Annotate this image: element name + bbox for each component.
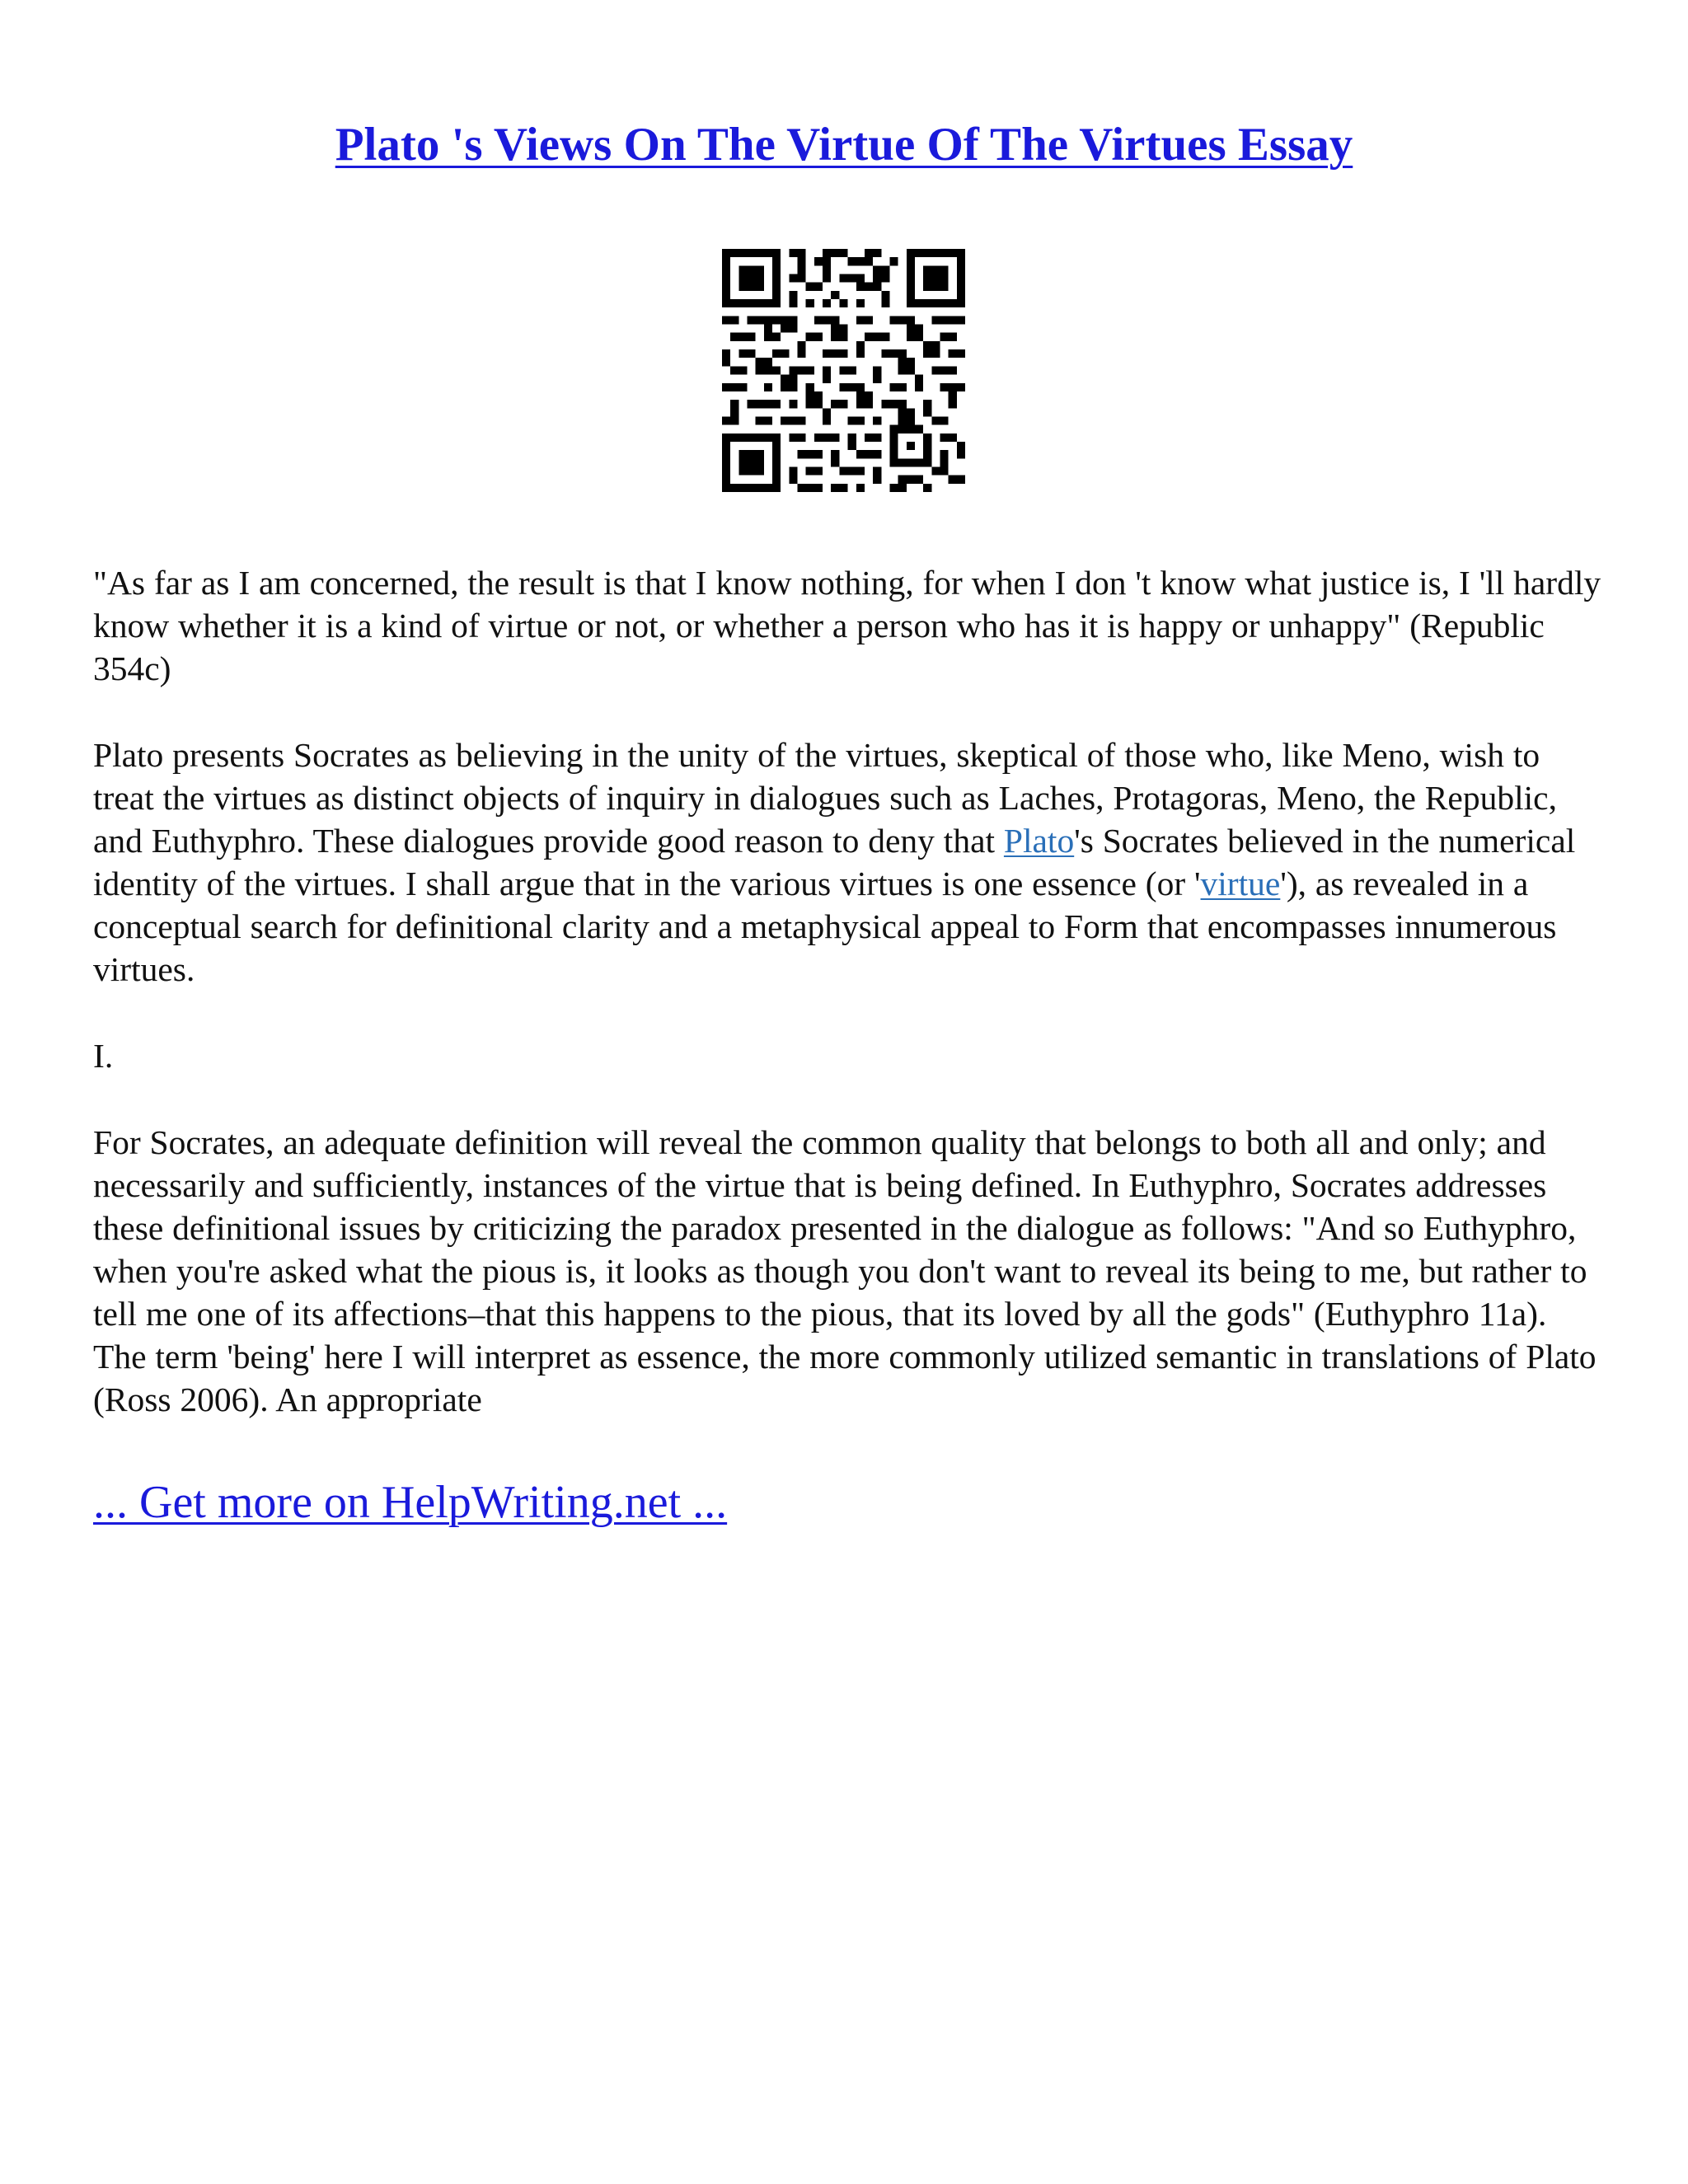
virtue-link[interactable]: virtue — [1200, 865, 1281, 902]
paragraph-thesis-part1: Plato presents Socrates as believing in the unity of the virtues, skeptical of those who, like Meno, wish to treat the virtues as distinct objects of inquiry in dialogues such as Laches, Protagoras, Meno, the Republic, and Euthyphro. These dialogues provide good reason to deny that — [93, 736, 1557, 860]
opening-quote: "As far as I am concerned, the result is that I know nothing, for when I don 't know what justice is, I 'll hardly know whether it is a kind of virtue or not, or whether a person who has it is happy or unhappy" (Republic 354c) — [93, 564, 1601, 687]
plato-link[interactable]: Plato — [1003, 822, 1075, 860]
paragraph-definition: For Socrates, an adequate definition will reveal the common quality that belongs to both all and only; and necessarily and sufficiently, instances of the virtue that is being defined. In Euthyphro, Socrates addresses these definitional issues by criticizing the paradox presented in the dialogue as follows: "And so Euthyphro, when you're asked what the pious is, it looks as though you don't want to reveal its being to me, but rather to tell me one of its affections–that this happens to the pious, that its loved by all the gods" (Euthyphro 11a). The term 'being' here I will interpret as essence, the more commonly utilized semantic in translations of Plato (Ross 2006). An appropriate — [93, 1123, 1597, 1418]
qr-code-icon — [722, 249, 965, 492]
get-more-link[interactable]: ... Get more on HelpWriting.net ... — [93, 1477, 728, 1528]
paragraph-thesis — [93, 733, 1601, 991]
document-title — [0, 114, 1688, 176]
paragraph-thesis-part3: '), as revealed in a conceptual search for definitional clarity and a metaphysical appeal to Form that encompasses innumerous virtues. — [93, 865, 1557, 988]
title-link[interactable]: Plato 's Views On The Virtue Of The Virtues Essay — [335, 119, 1353, 171]
more-link-container — [93, 1474, 727, 1531]
paragraph-thesis-part2: 's Socrates believed in the numerical identity of the virtues. I shall argue that in the various virtues is one essence (or ' — [93, 822, 1576, 902]
section-marker: I. — [93, 1037, 114, 1075]
